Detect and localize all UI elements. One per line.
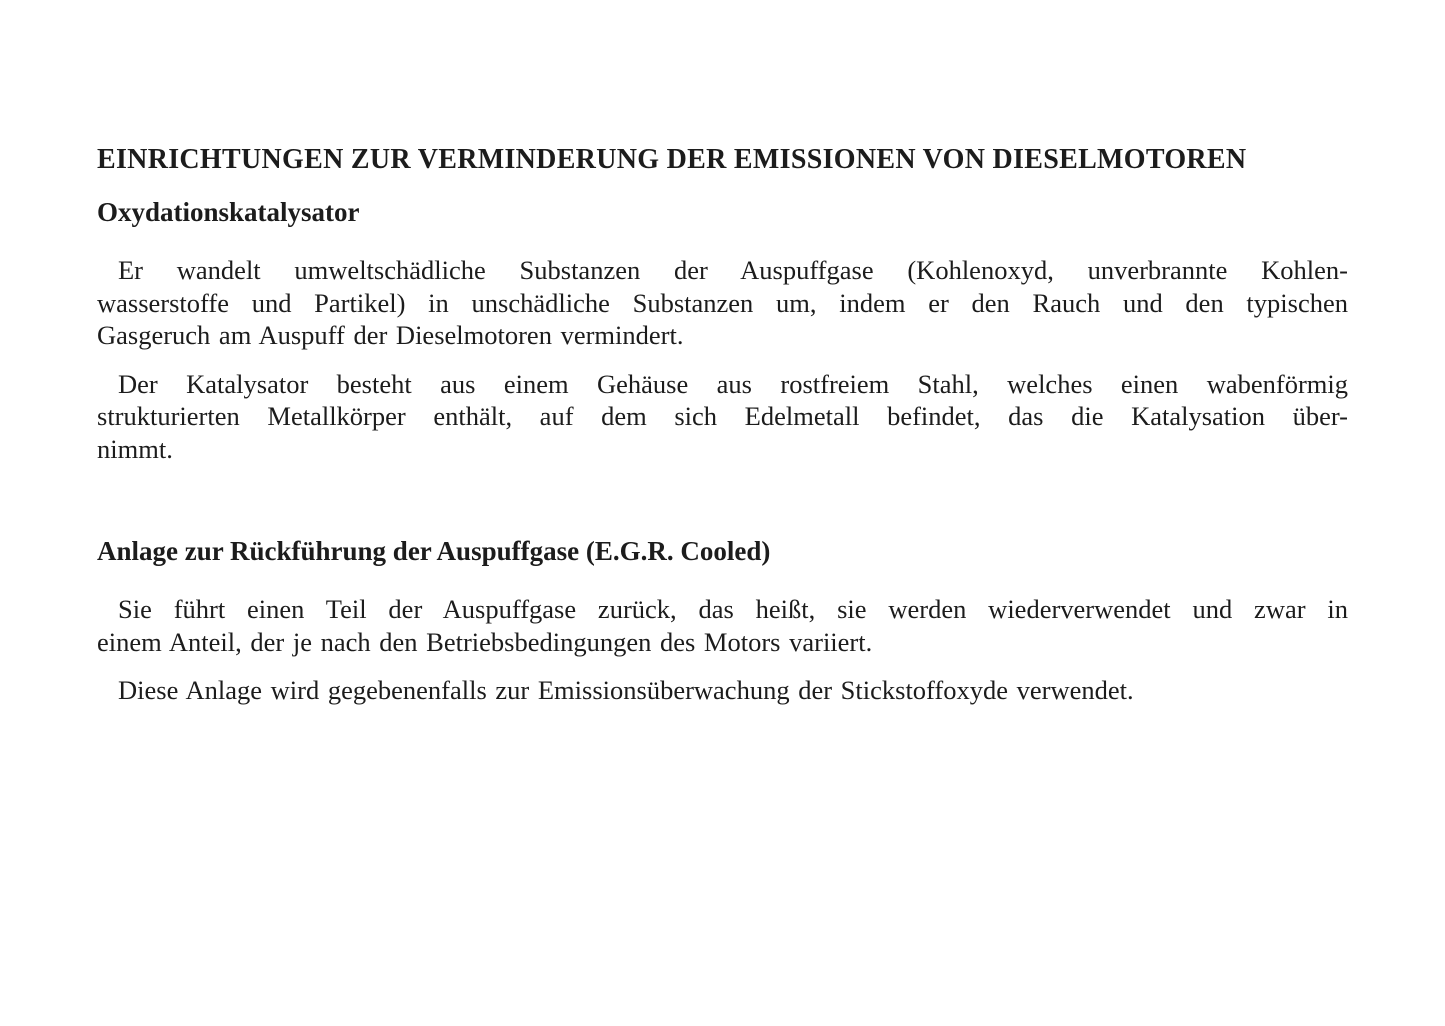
text-line: wasserstoffe und Partikel) in unschädliche Substanzen um, indem er den Rauch und den typischen xyxy=(97,287,1348,318)
text-line: einem Anteil, der je nach den Betriebsbedingungen des Motors variiert. xyxy=(97,626,873,657)
text-line: Der Katalysator besteht aus einem Gehäuse aus rostfreiem Stahl, welches einen wabenförmig xyxy=(118,368,1348,399)
section-1-title: EINRICHTUNGEN ZUR VERMINDERUNG DER EMISSIONEN VON DIESELMOTOREN xyxy=(97,144,1247,175)
section-2-title: Anlage zur Rückführung der Auspuffgase (E.G.R. Cooled) xyxy=(97,536,771,566)
section-1-subtitle: Oxydationskatalysator xyxy=(97,197,360,227)
text-line: Diese Anlage wird gegebenenfalls zur Emissionsüberwachung der Stickstoffoxyde verwendet. xyxy=(118,675,1134,705)
paragraph-egr-2 xyxy=(97,674,1348,707)
paragraph-oxidation-catalyst-1 xyxy=(97,254,1348,352)
text-line: strukturierten Metallkörper enthält, auf dem sich Edelmetall befindet, das die Katalysation über- xyxy=(97,401,1348,431)
text-line: Er wandelt umweltschädliche Substanzen der Auspuffgase (Kohlenoxyd, unverbrannte Kohlen- xyxy=(118,255,1348,285)
text-line: nimmt. xyxy=(97,433,173,464)
paragraph-egr-1 xyxy=(97,593,1348,658)
paragraph-oxidation-catalyst-2 xyxy=(97,368,1348,466)
text-line: Gasgeruch am Auspuff der Dieselmotoren vermindert. xyxy=(97,320,684,350)
text-line: Sie führt einen Teil der Auspuffgase zurück, das heißt, sie werden wiederverwendet und zwar in xyxy=(118,594,1348,624)
